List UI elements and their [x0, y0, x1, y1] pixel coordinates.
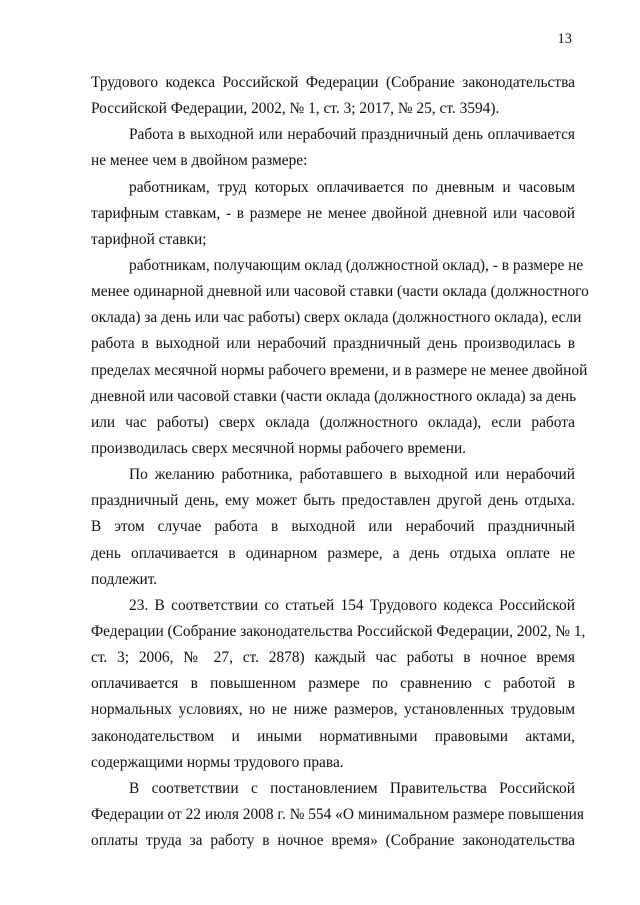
page-number: 13 — [557, 31, 572, 47]
text-line: Работа в выходной или нерабочий праздничный день оплачивается — [129, 126, 575, 144]
text-line: законодательством и иными нормативными правовыми актами, — [91, 727, 575, 745]
text-line: тарифной ставки; — [91, 230, 207, 248]
text-line: Федерации (Собрание законодательства Российской Федерации, 2002, № 1, — [91, 622, 586, 640]
text-line: нормальных условиях, но не ниже размеров, установленных трудовым — [91, 701, 575, 719]
text-line: Российской Федерации, 2002, № 1, ст. 3; 2017, № 25, ст. 3594). — [91, 100, 500, 118]
text-line: В этом случае работа в выходной или нерабочий праздничный — [91, 518, 575, 536]
document-body — [91, 70, 589, 854]
text-line: По желанию работника, работавшего в выходной или нерабочий — [129, 466, 575, 484]
text-line: праздничный день, ему может быть предоставлен другой день отдыха. — [91, 492, 575, 510]
text-line: Трудового кодекса Российской Федерации (Собрание законодательства — [91, 74, 575, 91]
text-line: 23. В соответствии со статьей 154 Трудового кодекса Российской — [129, 596, 575, 614]
text-line: работникам, получающим оклад (должностной оклад), - в размере не — [129, 256, 584, 274]
text-line: Федерации от 22 июля 2008 г. № 554 «О минимальном размере повышения — [91, 805, 584, 823]
text-line: производилась сверх месячной нормы рабочего времени. — [91, 439, 467, 457]
text-line: В соответствии с постановлением Правительства Российской — [129, 779, 575, 797]
text-line: не менее чем в двойном размере: — [91, 152, 308, 170]
text-line: пределах месячной нормы рабочего времени, и в размере не менее двойной — [91, 361, 588, 379]
text-line: дневной или часовой ставки (части оклада (должностного оклада) за день — [91, 387, 577, 405]
text-line: содержащими нормы трудового права. — [91, 753, 344, 771]
text-line: работникам, труд которых оплачивается по дневным и часовым — [129, 178, 575, 196]
text-line: оклада) за день или час работы) сверх оклада (должностного оклада), если — [91, 309, 582, 327]
text-line: подлежит. — [91, 570, 158, 588]
text-line: менее одинарной дневной или часовой ставки (части оклада (должностного — [91, 283, 589, 301]
text-line: оплачивается в повышенном размере по сравнению с работой в — [91, 675, 575, 693]
text-line: тарифным ставкам, - в размере не менее двойной дневной или часовой — [91, 204, 575, 222]
text-line: оплаты труда за работу в ночное время» (Собрание законодательства — [91, 832, 575, 850]
text-line: ст. 3; 2006, № 27, ст. 2878) каждый час работы в ночное время — [91, 649, 575, 667]
text-line: работа в выходной или нерабочий праздничный день производилась в — [91, 335, 575, 353]
text-line: или час работы) сверх оклада (должностного оклада), если работа — [91, 413, 575, 431]
text-line: день оплачивается в одинарном размере, а день отдыха оплате не — [91, 544, 575, 562]
